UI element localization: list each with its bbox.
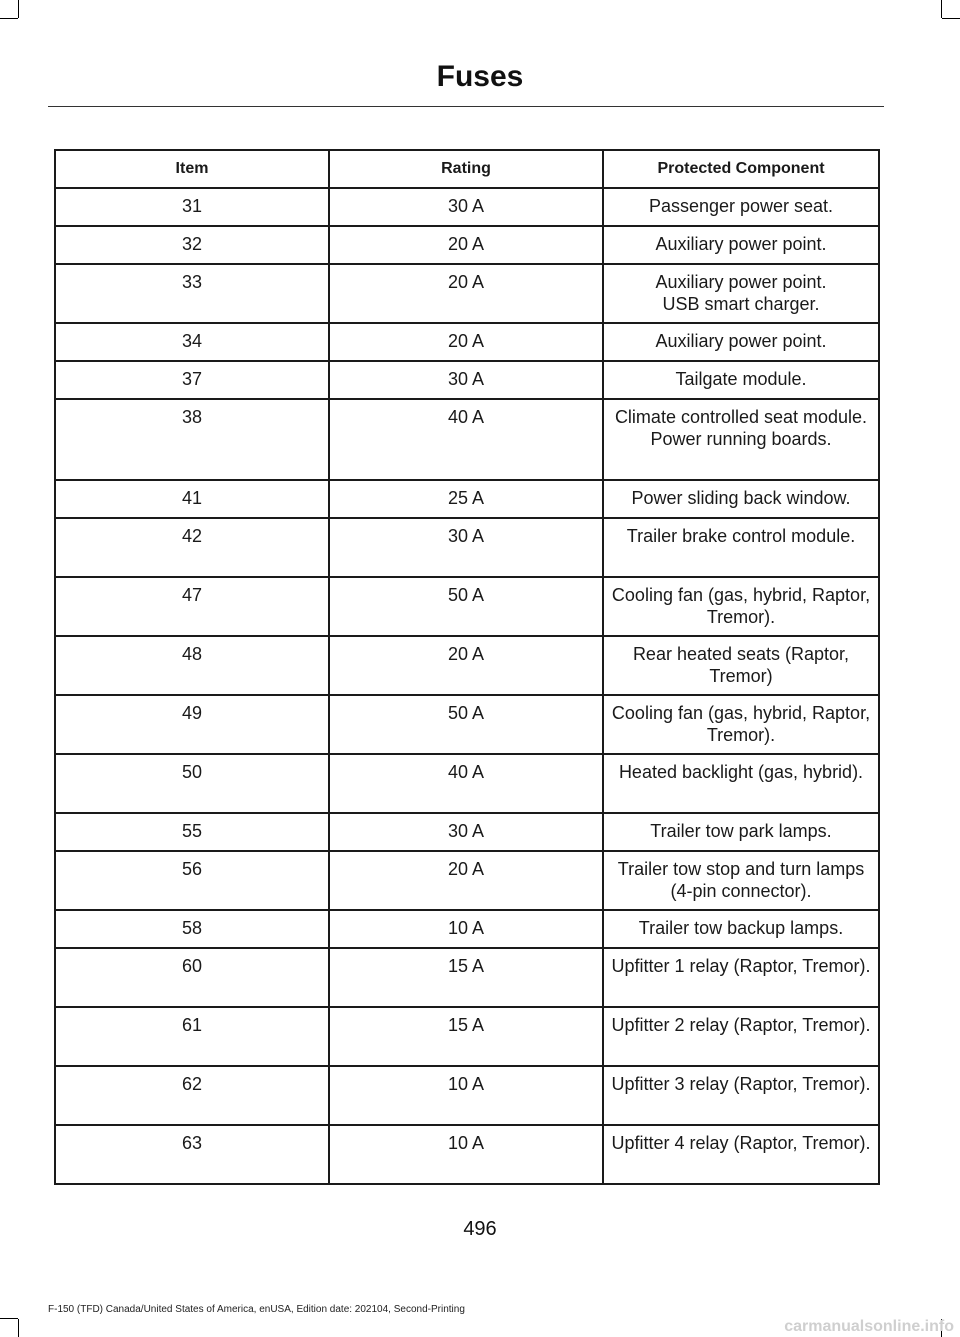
- crop-mark: [942, 18, 960, 19]
- component-text: Tailgate module.: [675, 369, 807, 389]
- table-row: [55, 399, 879, 480]
- component-text: Trailer tow stop and turn lamps (4-pin connector).: [617, 859, 865, 901]
- table-row: [55, 1125, 879, 1184]
- component-text: Power sliding back window.: [631, 488, 851, 508]
- item-cell: 58: [55, 910, 329, 948]
- component-text: Upfitter 2 relay (Raptor, Tremor).: [611, 1015, 871, 1035]
- crop-mark: [18, 1319, 19, 1337]
- component-text: Trailer tow backup lamps.: [638, 918, 844, 938]
- table-row: [55, 323, 879, 361]
- item-cell: 63: [55, 1125, 329, 1184]
- component-text: Passenger power seat.: [648, 196, 834, 216]
- component-text: Trailer tow park lamps.: [650, 821, 832, 841]
- component-text: Upfitter 3 relay (Raptor, Tremor).: [611, 1074, 871, 1094]
- component-text: USB smart charger.: [662, 293, 820, 314]
- item-cell: 37: [55, 361, 329, 399]
- component-cell: [603, 323, 879, 361]
- component-cell: [603, 361, 879, 399]
- table-row: [55, 188, 879, 226]
- watermark: carmanualsonline.info: [784, 1318, 954, 1335]
- table-row: [55, 695, 879, 754]
- component-text: Power running boards.: [650, 428, 832, 449]
- title-divider: [48, 106, 884, 107]
- page-number: 496: [463, 1218, 497, 1240]
- rating-cell: 30 A: [329, 813, 603, 851]
- item-cell: 60: [55, 948, 329, 1007]
- component-text: Climate controlled seat module.: [614, 407, 868, 427]
- table-row: [55, 813, 879, 851]
- component-cell: [603, 1066, 879, 1125]
- component-text: Trailer brake control module.: [626, 526, 856, 546]
- component-text: Auxiliary power point.: [655, 234, 827, 254]
- rating-cell: 10 A: [329, 1125, 603, 1184]
- table-row: [55, 361, 879, 399]
- fuse-table: [54, 149, 880, 1185]
- component-cell: [603, 851, 879, 910]
- item-cell: 50: [55, 754, 329, 813]
- rating-cell: 15 A: [329, 1007, 603, 1066]
- component-text: Auxiliary power point.: [655, 331, 827, 351]
- table-row: [55, 851, 879, 910]
- edition-footer: F-150 (TFD) Canada/United States of America, enUSA, Edition date: 202104, Second-Printing: [48, 1304, 465, 1315]
- table-row: [55, 1007, 879, 1066]
- item-cell: 47: [55, 577, 329, 636]
- item-cell: 33: [55, 264, 329, 323]
- component-cell: [603, 399, 879, 480]
- table-header-row: [55, 150, 879, 188]
- component-text: Auxiliary power point.: [655, 272, 827, 292]
- component-cell: [603, 636, 879, 695]
- rating-cell: 20 A: [329, 226, 603, 264]
- item-cell: 31: [55, 188, 329, 226]
- component-cell: [603, 1007, 879, 1066]
- table-row: [55, 518, 879, 577]
- component-cell: [603, 910, 879, 948]
- column-header-item: Item: [55, 150, 329, 188]
- crop-mark: [18, 0, 19, 18]
- component-cell: [603, 480, 879, 518]
- rating-cell: 20 A: [329, 851, 603, 910]
- component-cell: [603, 813, 879, 851]
- component-cell: [603, 226, 879, 264]
- rating-cell: 20 A: [329, 323, 603, 361]
- item-cell: 55: [55, 813, 329, 851]
- rating-cell: 50 A: [329, 695, 603, 754]
- column-header-protected-component: Protected Component: [603, 150, 879, 188]
- table-row: [55, 226, 879, 264]
- table-row: [55, 577, 879, 636]
- table-row: [55, 910, 879, 948]
- item-cell: 48: [55, 636, 329, 695]
- table-row: [55, 480, 879, 518]
- table-row: [55, 948, 879, 1007]
- component-cell: [603, 695, 879, 754]
- item-cell: 34: [55, 323, 329, 361]
- table-row: [55, 636, 879, 695]
- rating-cell: 30 A: [329, 188, 603, 226]
- crop-mark: [0, 1318, 18, 1319]
- page-title: Fuses: [436, 60, 524, 93]
- component-cell: [603, 518, 879, 577]
- column-header-rating: Rating: [329, 150, 603, 188]
- component-text: Upfitter 4 relay (Raptor, Tremor).: [611, 1133, 871, 1153]
- crop-mark: [941, 0, 942, 18]
- component-text: Heated backlight (gas, hybrid).: [618, 762, 864, 782]
- item-cell: 42: [55, 518, 329, 577]
- item-cell: 38: [55, 399, 329, 480]
- item-cell: 49: [55, 695, 329, 754]
- table-row: [55, 1066, 879, 1125]
- crop-mark: [0, 18, 18, 19]
- rating-cell: 10 A: [329, 910, 603, 948]
- table-row: [55, 754, 879, 813]
- item-cell: 56: [55, 851, 329, 910]
- rating-cell: 40 A: [329, 754, 603, 813]
- item-cell: 32: [55, 226, 329, 264]
- item-cell: 62: [55, 1066, 329, 1125]
- component-text: Upfitter 1 relay (Raptor, Tremor).: [611, 956, 871, 976]
- component-text: Cooling fan (gas, hybrid, Raptor, Tremor).: [611, 585, 871, 627]
- component-cell: [603, 264, 879, 323]
- component-text: Rear heated seats (Raptor, Tremor): [632, 644, 850, 686]
- rating-cell: 15 A: [329, 948, 603, 1007]
- component-text: Cooling fan (gas, hybrid, Raptor, Tremor).: [611, 703, 871, 745]
- item-cell: 61: [55, 1007, 329, 1066]
- rating-cell: 10 A: [329, 1066, 603, 1125]
- rating-cell: 20 A: [329, 264, 603, 323]
- item-cell: 41: [55, 480, 329, 518]
- component-cell: [603, 188, 879, 226]
- rating-cell: 30 A: [329, 518, 603, 577]
- component-cell: [603, 1125, 879, 1184]
- component-cell: [603, 754, 879, 813]
- rating-cell: 40 A: [329, 399, 603, 480]
- rating-cell: 50 A: [329, 577, 603, 636]
- rating-cell: 30 A: [329, 361, 603, 399]
- component-cell: [603, 948, 879, 1007]
- table-row: [55, 264, 879, 323]
- rating-cell: 20 A: [329, 636, 603, 695]
- rating-cell: 25 A: [329, 480, 603, 518]
- component-cell: [603, 577, 879, 636]
